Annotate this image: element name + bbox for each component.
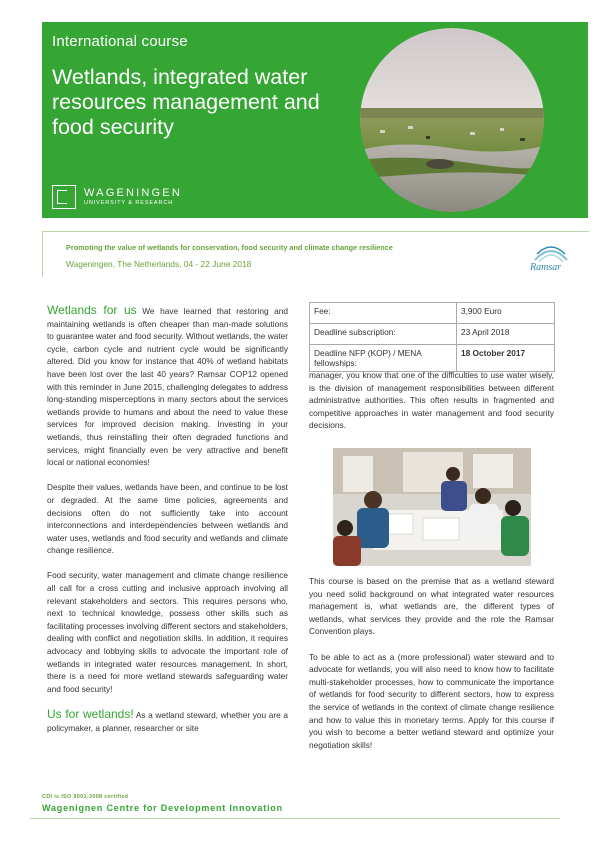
subheader-frame <box>42 231 589 277</box>
organisation-name: Wagenignen Centre for Development Innovation <box>42 803 283 813</box>
body-paragraph: This course is based on the premise that as a wetland steward you need solid background on what integrated water resources management is, what wetlands are, the different types of wetlands, what services they provide and the role the Ramsar Convention plays. <box>309 576 554 637</box>
body-paragraph: Food security, water management and climate change resilience all call for a cross cutting and inclusive approach involving all relevant stakeholders and sectors. This requires persons who, next to technical knowledge, possess other skills such as facilitating processes involving different sectors and stakeholders, dealing with conflict and negotiation skills. In addition, it requires advocacy and lobbying skills to advocate the important role of wetlands in integrated water resources management. In short, there is a need for more wetland stewards safeguarding water and food security! <box>47 570 288 694</box>
wetland-photo <box>360 28 544 212</box>
body-paragraph: manager, you know that one of the difficulties to use water wisely, is the division of management responsibilities between different administrative authorities. This often results in fragmented and competitive approaches in water management and food security decisions. <box>309 370 554 431</box>
logo-name: WAGENINGEN <box>84 187 182 199</box>
footer-divider <box>30 818 560 819</box>
deadline-fellowship-value: 18 October 2017 <box>457 345 555 372</box>
wageningen-logo-icon <box>52 185 76 209</box>
fee-label: Fee: <box>310 303 457 324</box>
fee-value: 3,900 Euro <box>457 303 555 324</box>
wageningen-logo <box>52 185 252 213</box>
deadline-subscription-label: Deadline subscription: <box>310 324 457 345</box>
body-paragraph: To be able to act as a (more professional) water steward and to advocate for wetlands, you will also need to know how to facilitate multi-stakeholder processes, how to communicate the importance of wetlands for food security to different sectors, how to express the service of wetlands in the context of climate change resilience and how to value this in monetary terms. Apply for this course if you wish to become a better wetland steward and optimize your negotiation skills! <box>309 651 554 750</box>
classroom-image <box>333 448 531 566</box>
table-row <box>310 303 555 324</box>
left-text-column <box>47 304 288 747</box>
body-paragraph: Despite their values, wetlands have been, and continue to be lost or degraded. At the same time policies, agreements and decisions often do not sufficiently take into account interconnections and interdependencies between wetlands and water uses, wetlands and food security and wetlands and climate change resilience. <box>47 482 288 556</box>
wetlands-for-us-paragraph: Wetlands for us We have learned that restoring and maintaining wetlands is often cheaper than man-made solutions to guarantee water and food security. Without wetlands, the water cycle, carbon cycle and nutrient cycle would be significantly altered. Did you know for instance that 40% of wetland habitats have been lost over the last 40 years? Ramsar COP12 opened with this reminder in June 2015, challenging delegates to address long-standing misperceptions in many sectors about the services wetlands provide to humans and about the need to value these services for improved decision making. Investing in your wetlands, thus reinstalling their often degraded functions and services, might financially even be very attractive and benefit local or national economies! <box>47 303 288 468</box>
wetland-landscape-image <box>360 28 544 212</box>
table-row <box>310 324 555 345</box>
logo-subtitle: UNIVERSITY & RESEARCH <box>84 200 174 206</box>
section-heading-us-for-wetlands: Us for wetlands! <box>47 707 134 721</box>
section-heading-wetlands-for-us: Wetlands for us <box>47 303 137 317</box>
course-info-table <box>309 302 555 372</box>
iso-certification-note: CDI is ISO 9001-2008 certified <box>42 794 129 800</box>
deadline-fellowship-label: Deadline NFP (KOP) / MENA fellowships: <box>310 345 457 372</box>
classroom-photo <box>333 448 531 566</box>
deadline-subscription-value: 23 April 2018 <box>457 324 555 345</box>
ramsar-logo-text: Ramsar <box>530 262 562 273</box>
course-label: International course <box>52 33 188 50</box>
page-title: Wetlands, integrated water resources management and food security <box>52 65 320 139</box>
course-tagline: Promoting the value of wetlands for conservation, food security and climate change resilience <box>66 243 393 252</box>
right-text-column-top <box>309 369 554 445</box>
course-location-dates: Wageningen, The Netherlands, 04 - 22 June 2018 <box>66 259 252 269</box>
right-text-column-bottom <box>309 575 554 764</box>
header-banner <box>42 22 588 218</box>
table-row <box>310 345 555 372</box>
us-for-wetlands-paragraph: Us for wetlands! As a wetland steward, whether you are a policymaker, a planner, researcher or site <box>47 707 288 733</box>
